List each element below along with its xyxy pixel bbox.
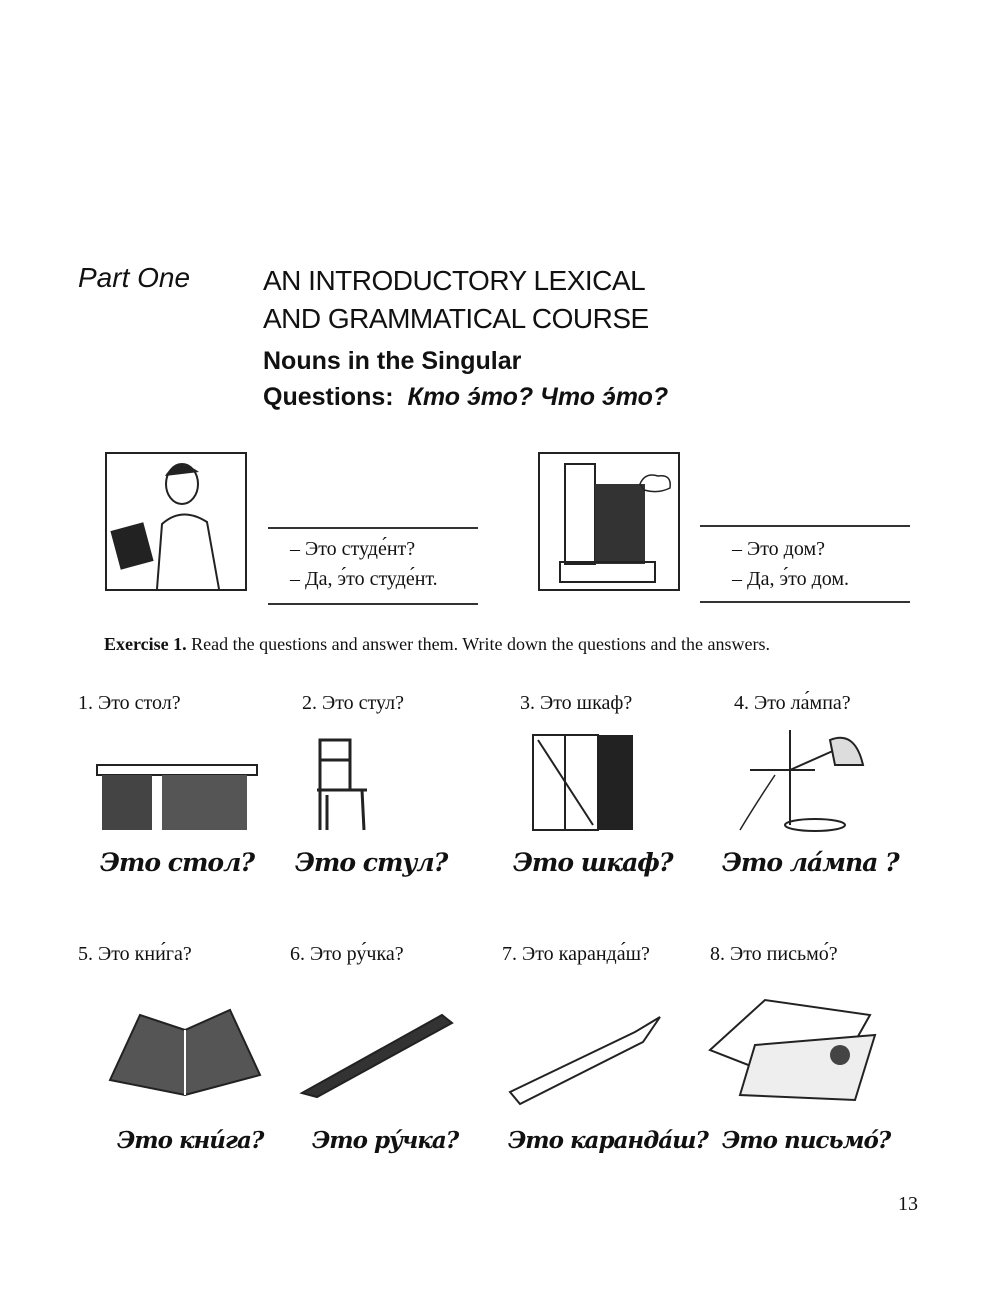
question-5: 5. Это кни́га? [78,943,192,965]
pen-illustration [292,1005,457,1100]
handwritten-answer-8: Это письмо́? [722,1127,891,1154]
exercise-label: Exercise 1. [104,634,187,654]
dialogue-question: – Это студе́нт? [290,538,416,560]
question-6: 6. Это ру́чка? [290,943,404,965]
dialogue-student [290,534,438,594]
divider [268,603,478,605]
question-7: 7. Это каранда́ш? [502,943,650,965]
exercise-instruction [104,634,770,655]
handwritten-answer-5: Это кни́га? [117,1127,264,1154]
title-line: AN INTRODUCTORY LEXICAL [263,265,646,296]
chapter-title [263,262,649,338]
house-illustration [538,452,680,591]
table-illustration [92,755,264,835]
divider [700,601,910,603]
lamp-illustration [735,725,865,835]
question-2: 2. Это стул? [302,692,405,714]
handwritten-answer-4: Это ла́мпа ? [722,848,899,877]
handwritten-answer-2: Это стул? [295,848,448,877]
handwritten-answer-6: Это ру́чка? [312,1127,459,1154]
handwritten-answer-3: Это шкаф? [513,848,673,877]
dialogue-answer: – Да, э́то студе́нт. [290,568,438,590]
question-3: 3. Это шкаф? [520,692,633,714]
part-label: Part One [78,262,191,293]
student-illustration [105,452,247,591]
question-8: 8. Это письмо́? [710,943,838,965]
page-number: 13 [898,1193,918,1215]
exercise-text: Read the questions and answer them. Write down the questions and the answers. [191,634,770,654]
wardrobe-illustration [528,730,636,832]
dialogue-house [732,534,849,594]
chair-illustration [312,735,372,835]
section-title [263,343,668,415]
book-illustration [105,1005,265,1105]
title-line: AND GRAMMATICAL COURSE [263,303,649,334]
subtitle-line: Nouns in the Singular [263,347,522,375]
divider [268,527,478,529]
dialogue-question: – Это дом? [732,538,826,560]
divider [700,525,910,527]
subtitle-label: Questions: [263,383,394,411]
question-4: 4. Это ла́мпа? [734,692,851,714]
letter-illustration [705,995,880,1105]
pencil-illustration [505,1012,665,1107]
handwritten-answer-1: Это стол? [100,848,255,877]
dialogue-answer: – Да, э́то дом. [732,568,850,590]
subtitle-questions: Кто э́то? Что э́то? [407,383,669,411]
question-1: 1. Это стол? [78,692,181,714]
handwritten-answer-7: Это каранда́ш? [508,1127,708,1154]
